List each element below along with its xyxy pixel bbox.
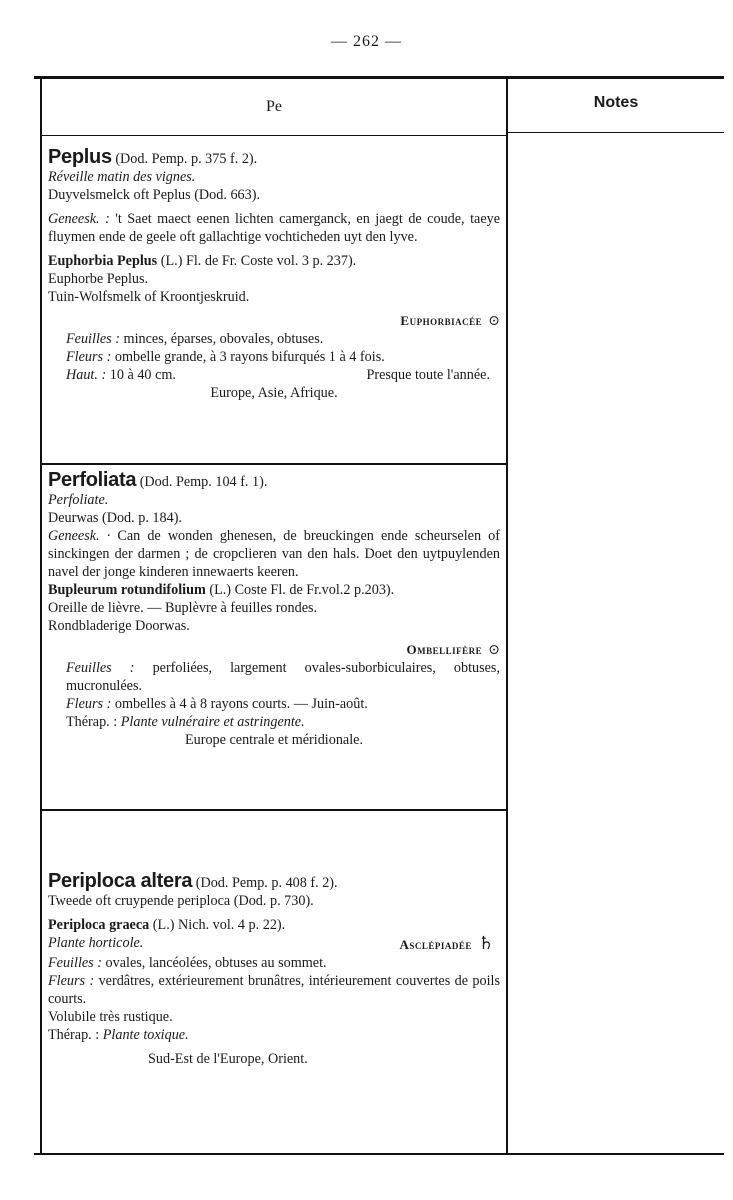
feuilles-text: minces, éparses, obovales, obtuses. [123, 331, 324, 347]
entry-perfoliata [48, 471, 500, 749]
bottom-rule [34, 1153, 724, 1155]
page-number: — 262 — [331, 33, 402, 50]
geneesk-label: Geneesk. : [48, 211, 110, 227]
geneesk-label: Geneesk. · [48, 528, 111, 544]
feuilles-label: Feuilles : [48, 955, 102, 971]
species-name: Euphorbia Peplus [48, 253, 158, 269]
species-reference: (L.) Coste Fl. de Fr.vol.2 p.203). [209, 582, 395, 598]
distribution: Sud-Est de l'Europe, Orient. [148, 1051, 308, 1067]
entry-peplus [48, 148, 500, 402]
distribution: Europe, Asie, Afrique. [210, 385, 338, 401]
alternate-name: Euphorbe Peplus. [48, 271, 149, 287]
top-rule [34, 76, 724, 79]
alternate-name: Oreille de lièvre. — Buplèvre à feuilles rondes. [48, 600, 318, 616]
family-name: Ombellifère [406, 642, 483, 657]
column-header-entries: Pe [266, 98, 282, 115]
dutch-name: Duyvelsmelck oft Peplus (Dod. 663). [48, 187, 260, 203]
dutch-name: Deurwas (Dod. p. 184). [48, 510, 182, 526]
feuilles-label: Feuilles : [66, 660, 135, 676]
haut-label: Haut. : [66, 367, 107, 383]
entry-reference: (Dod. Pemp. p. 375 f. 2). [115, 151, 258, 167]
french-name: Plante horticole. [48, 935, 144, 951]
annual-symbol: ⊙ [488, 642, 500, 658]
perennial-symbol: ♄ [477, 933, 494, 953]
species-name: Periploca graeca [48, 917, 150, 933]
therap-label: Thérap. : [48, 1027, 100, 1043]
species-reference: (L.) Nich. vol. 4 p. 22). [152, 917, 286, 933]
geneesk-paragraph [48, 527, 500, 581]
annual-symbol: ⊙ [488, 313, 500, 329]
cultivation-note: Volubile très rustique. [48, 1009, 173, 1025]
geneesk-text: 't Saet maect eenen lichten camerganck, en jaegt de coude, taeye fluymen ende de geele oft gallachtige vochticheden uyt den lyve. [48, 211, 501, 245]
fleurs-text: verdâtres, extérieurement brunâtres, intérieurement couvertes de poils courts. [48, 973, 500, 1007]
therap-text: Plante vulnéraire et astringente. [120, 714, 305, 730]
alternate-name: Rondbladerige Doorwas. [48, 618, 190, 634]
header-rule-left [42, 135, 506, 136]
herbarium-table [34, 76, 724, 1156]
alternate-name: Tuin-Wolfsmelk of Kroontjeskruid. [48, 289, 250, 305]
entry-reference: (Dod. Pemp. 104 f. 1). [139, 474, 268, 490]
species-name: Bupleurum rotundifolium [48, 582, 206, 598]
flowering-period: Presque toute l'année. [366, 367, 490, 383]
fleurs-text: ombelles à 4 à 8 rayons courts. — Juin-août. [114, 696, 368, 712]
entry-periploca [48, 872, 500, 1068]
fleurs-text: ombelle grande, à 3 rayons bifurqués 1 à 4 fois. [114, 349, 385, 365]
therap-label: Thérap. : [66, 714, 118, 730]
geneesk-text: Can de wonden ghenesen, de breuckingen ende scheurselen of sinckingen der darmen ; de cropclieren van den hals. Doet den uytpuylenden navel der jonge kinderen innewaerts keeren. [48, 528, 500, 580]
fleurs-label: Fleurs : [48, 973, 95, 989]
column-divider [506, 79, 508, 1153]
distribution: Europe centrale et méridionale. [184, 732, 364, 748]
dutch-name: Tweede oft cruypende periploca (Dod. p. 730). [48, 893, 314, 909]
entry-title: Peplus [48, 146, 112, 168]
entry-title: Perfoliata [48, 469, 137, 491]
french-name: Réveille matin des vignes. [48, 169, 196, 185]
feuilles-text: perfoliées, largement ovales-suborbiculaires, obtuses, mucronulées. [66, 660, 500, 694]
species-reference: (L.) Fl. de Fr. Coste vol. 3 p. 237). [160, 253, 357, 269]
feuilles-text: ovales, lancéolées, obtuses au sommet. [105, 955, 327, 971]
fleurs-label: Fleurs : [66, 349, 112, 365]
left-border [40, 79, 42, 1153]
column-header-notes: Notes [593, 94, 639, 111]
family-name: Euphorbiacée [400, 313, 483, 328]
entry-reference: (Dod. Pemp. p. 408 f. 2). [195, 875, 338, 891]
haut-text: 10 à 40 cm. [109, 367, 176, 383]
french-name: Perfoliate. [48, 492, 109, 508]
entry-separator [42, 463, 506, 465]
feuilles-label: Feuilles : [66, 331, 120, 347]
geneesk-paragraph [48, 210, 500, 246]
fleurs-label: Fleurs : [66, 696, 112, 712]
entry-title: Periploca altera [48, 870, 193, 892]
family-name: Asclépiadée [399, 937, 472, 952]
header-rule-right [508, 132, 724, 133]
therap-text: Plante toxique. [102, 1027, 189, 1043]
entry-separator [42, 809, 506, 811]
